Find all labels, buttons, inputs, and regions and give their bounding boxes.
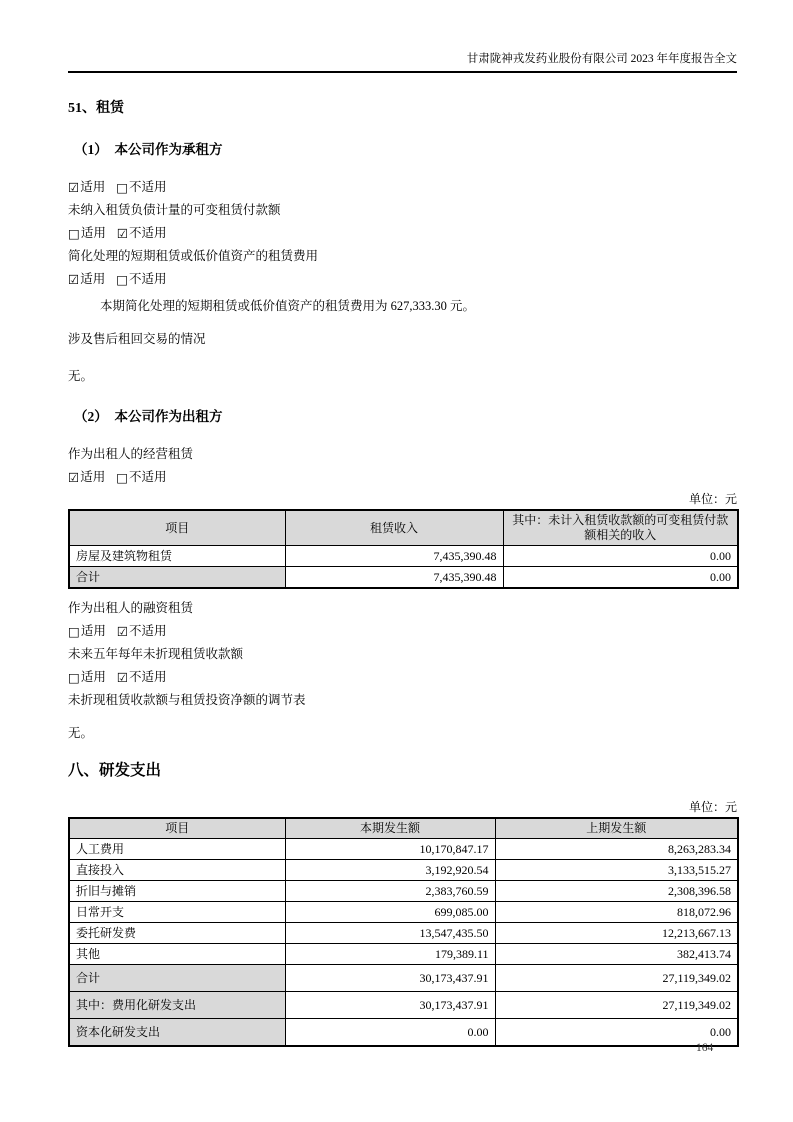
section-51-heading: 51、租赁 [68, 101, 124, 116]
check-label: 不适用 [129, 624, 167, 638]
simplified-lease-label: 简化处理的短期租赁或低价值资产的租赁费用 [68, 249, 319, 263]
table-cell-value: 0.00 [495, 1019, 738, 1047]
check-option [116, 180, 166, 195]
table-row-total [69, 965, 738, 992]
table-row-total [69, 567, 738, 589]
check-option [68, 226, 106, 241]
checkline-finance [68, 624, 737, 639]
check-label: 适用 [80, 180, 106, 194]
table-cell-value: 0.00 [503, 567, 738, 589]
table-cell-item: 委托研发费 [69, 923, 285, 944]
check-label: 不适用 [129, 272, 167, 286]
reconciliation-label: 未折现租赁收款额与租赁投资净额的调节表 [68, 693, 306, 707]
table-cell-value: 7,435,390.48 [285, 546, 503, 567]
check-label: 不适用 [129, 226, 167, 240]
column-header: 本期发生额 [285, 818, 495, 839]
page-number: 164 [696, 1042, 714, 1054]
lease-income-table [68, 509, 739, 589]
table-row [69, 902, 738, 923]
check-option [68, 180, 105, 195]
checkbox-checked-icon: ☑ [116, 226, 129, 241]
check-option [116, 272, 166, 287]
column-header: 项目 [69, 510, 285, 546]
table-cell-item: 合计 [69, 567, 285, 589]
check-label: 不适用 [129, 670, 167, 684]
check-option [117, 226, 167, 241]
lessor-heading: （2） 本公司作为出租方 [74, 409, 223, 424]
table-cell-item: 其中：费用化研发支出 [69, 992, 285, 1019]
checkline-lessee-main [68, 180, 737, 195]
table-cell-value: 27,119,349.02 [495, 965, 738, 992]
checkbox-unchecked-icon: □ [116, 180, 129, 195]
column-header: 其中：未计入租赁收款额的可变租赁付款额相关的收入 [503, 510, 738, 546]
check-option [68, 272, 105, 287]
table-row [69, 546, 738, 567]
checkbox-unchecked-icon: □ [116, 470, 129, 485]
checkbox-unchecked-icon: □ [116, 272, 129, 287]
table-cell-item: 合计 [69, 965, 285, 992]
column-header: 上期发生额 [495, 818, 738, 839]
check-label: 适用 [80, 670, 106, 684]
check-option [117, 624, 167, 639]
future-collections-label: 未来五年每年未折现租赁收款额 [68, 647, 244, 661]
checkline-operating [68, 470, 737, 485]
table-row [69, 944, 738, 965]
table-cell-item: 资本化研发支出 [69, 1019, 285, 1047]
checkbox-checked-icon: ☑ [68, 272, 80, 287]
table-cell-value: 3,133,515.27 [495, 860, 738, 881]
checkbox-checked-icon: ☑ [116, 670, 129, 685]
check-label: 适用 [80, 226, 106, 240]
sale-leaseback-label: 涉及售后租回交易的情况 [68, 332, 206, 346]
lessee-heading: （1） 本公司作为承租方 [74, 142, 223, 157]
unit-label: 单位：元 [688, 800, 737, 814]
table-cell-item: 折旧与摊销 [69, 881, 285, 902]
table-row-capitalized [69, 1019, 738, 1047]
table-cell-item: 直接投入 [69, 860, 285, 881]
checkline-variable-payments [68, 226, 737, 241]
table-cell-value: 8,263,283.34 [495, 839, 738, 860]
check-label: 适用 [80, 272, 106, 286]
table-row [69, 923, 738, 944]
check-option [117, 670, 167, 685]
table-row [69, 839, 738, 860]
table-cell-value: 818,072.96 [495, 902, 738, 923]
check-label: 不适用 [129, 470, 167, 484]
table-cell-value: 27,119,349.02 [495, 992, 738, 1019]
table-row [69, 860, 738, 881]
reconciliation-value: 无。 [68, 726, 94, 740]
column-header: 项目 [69, 818, 285, 839]
check-option [68, 670, 106, 685]
sale-leaseback-value: 无。 [68, 369, 94, 383]
column-header: 租赁收入 [285, 510, 503, 546]
table-cell-value: 10,170,847.17 [285, 839, 495, 860]
table-cell-value: 179,389.11 [285, 944, 495, 965]
table-cell-value: 13,547,435.50 [285, 923, 495, 944]
table-cell-value: 30,173,437.91 [285, 965, 495, 992]
table-cell-item: 人工费用 [69, 839, 285, 860]
checkline-simplified [68, 272, 737, 287]
checkbox-checked-icon: ☑ [68, 470, 80, 485]
rd-expenses-table [68, 817, 739, 1047]
report-title: 甘肃陇神戎发药业股份有限公司 2023 年年度报告全文 [466, 53, 737, 65]
table-cell-value: 30,173,437.91 [285, 992, 495, 1019]
table-cell-value: 699,085.00 [285, 902, 495, 923]
check-option [68, 470, 105, 485]
table-cell-value: 2,308,396.58 [495, 881, 738, 902]
checkbox-unchecked-icon: □ [68, 226, 80, 241]
checkbox-checked-icon: ☑ [116, 624, 129, 639]
table-row-expensed [69, 992, 738, 1019]
table-cell-item: 其他 [69, 944, 285, 965]
check-option [68, 624, 106, 639]
rd-section-heading: 八、研发支出 [68, 762, 162, 779]
table-header-row [69, 510, 738, 546]
checkline-future [68, 670, 737, 685]
check-label: 适用 [80, 470, 106, 484]
table-cell-item: 房屋及建筑物租赁 [69, 546, 285, 567]
table-cell-value: 3,192,920.54 [285, 860, 495, 881]
table-cell-value: 0.00 [503, 546, 738, 567]
table-cell-value: 382,413.74 [495, 944, 738, 965]
table-cell-value: 12,213,667.13 [495, 923, 738, 944]
table-header-row [69, 818, 738, 839]
document-header [68, 0, 737, 73]
finance-lease-label: 作为出租人的融资租赁 [68, 601, 194, 615]
simplified-lease-note: 本期简化处理的短期租赁或低价值资产的租赁费用为 627,333.30 元。 [100, 299, 476, 313]
check-label: 适用 [80, 624, 106, 638]
checkbox-checked-icon: ☑ [68, 180, 80, 195]
table-cell-value: 2,383,760.59 [285, 881, 495, 902]
unit-label: 单位：元 [688, 492, 737, 506]
checkbox-unchecked-icon: □ [68, 670, 80, 685]
operating-lease-label: 作为出租人的经营租赁 [68, 447, 194, 461]
table-cell-item: 日常开支 [69, 902, 285, 923]
table-cell-value: 0.00 [285, 1019, 495, 1047]
table-cell-value: 7,435,390.48 [285, 567, 503, 589]
variable-payments-label: 未纳入租赁负债计量的可变租赁付款额 [68, 203, 281, 217]
checkbox-unchecked-icon: □ [68, 624, 80, 639]
check-label: 不适用 [129, 180, 167, 194]
table-row [69, 881, 738, 902]
check-option [116, 470, 166, 485]
